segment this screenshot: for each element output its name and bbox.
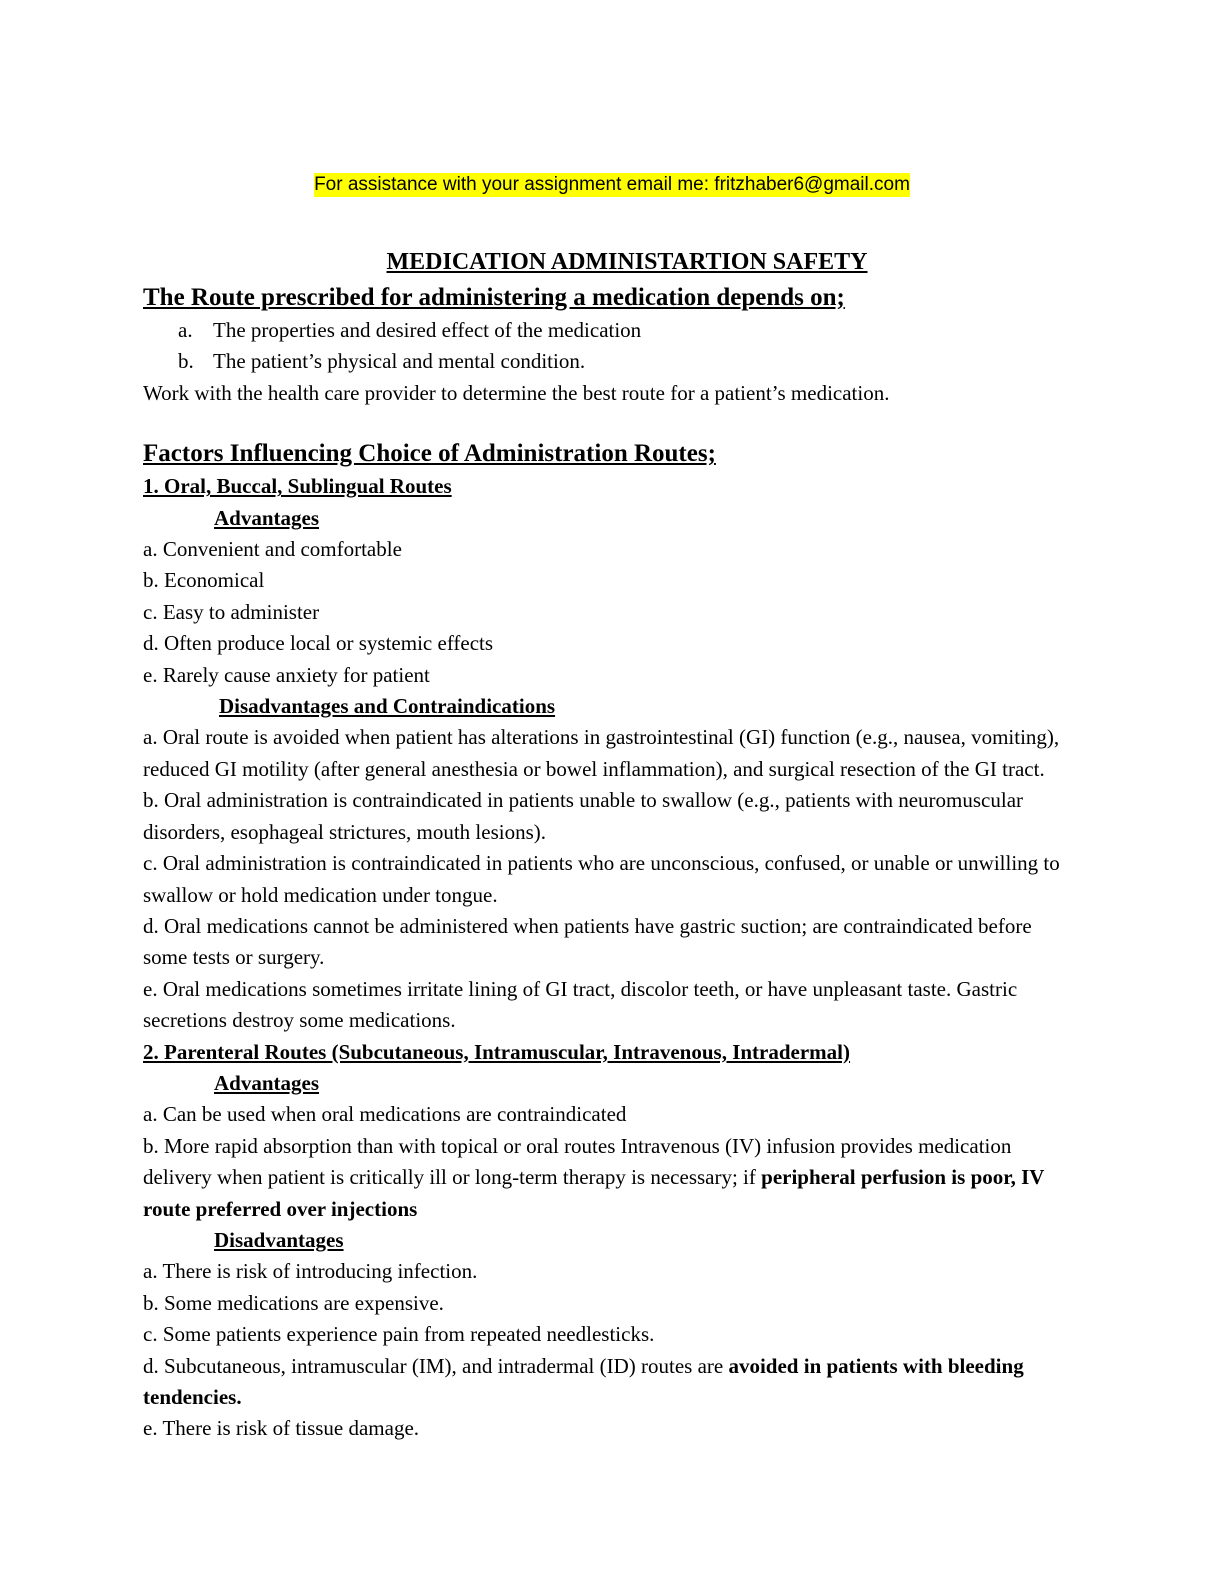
list-text: The properties and desired effect of the medication bbox=[213, 318, 642, 342]
contact-banner: For assistance with your assignment email me: fritzhaber6@gmail.com bbox=[314, 174, 910, 195]
list-item: c. Easy to administer bbox=[143, 599, 320, 624]
list-item: b. Oral administration is contraindicated in patients unable to swallow (e.g., patients with neuromuscular disorders, esophageal strictures, mouth lesions). bbox=[143, 788, 1024, 844]
list-item: d. Oral medications cannot be administered when patients have gastric suction; are contraindicated before some tests or surgery. bbox=[143, 913, 1032, 970]
list-item: a. Convenient and comfortable bbox=[143, 537, 402, 562]
section1-advantages-label: Advantages bbox=[214, 505, 320, 530]
list-item bbox=[143, 1131, 1073, 1225]
list-item: c. Some patients experience pain from repeated needlesticks. bbox=[143, 1322, 655, 1347]
route-note: Work with the health care provider to determine the best route for a patient’s medication. bbox=[143, 380, 890, 405]
list-item: a. There is risk of introducing infection. bbox=[143, 1259, 478, 1284]
list-item: b. Some medications are expensive. bbox=[143, 1290, 444, 1315]
list-item: d. Often produce local or systemic effects bbox=[143, 631, 494, 656]
list-marker: a. bbox=[178, 318, 193, 342]
list-text: b. More rapid absorption than with topical or oral routes Intravenous (IV) infusion provides medication delivery when patient is critically ill or long-term therapy is necessary; if bbox=[143, 1133, 1012, 1190]
factors-heading: Factors Influencing Choice of Administration Routes; bbox=[143, 440, 716, 468]
document-title: MEDICATION ADMINISTARTION SAFETY bbox=[386, 249, 868, 275]
list-item: e. Rarely cause anxiety for patient bbox=[143, 662, 430, 687]
list-item: a. Can be used when oral medications are contraindicated bbox=[143, 1102, 627, 1127]
section2-advantages-label: Advantages bbox=[214, 1070, 320, 1095]
route-heading: The Route prescribed for administering a medication depends on; bbox=[143, 284, 845, 311]
emphasis-text: peripheral perfusion is poor, IV route preferred over injections bbox=[143, 1165, 1045, 1221]
list-item bbox=[143, 346, 1073, 377]
route-list bbox=[143, 315, 1073, 378]
list-item: e. Oral medications sometimes irritate lining of GI tract, discolor teeth, or have unpleasant taste. Gastric secretions destroy some medications. bbox=[143, 976, 1018, 1033]
emphasis-text: avoided in patients with bleeding tendencies. bbox=[143, 1353, 1024, 1409]
banner-container bbox=[0, 173, 1224, 197]
list-marker: b. bbox=[178, 349, 194, 374]
list-item: a. Oral route is avoided when patient has alterations in gastrointestinal (GI) function (e.g., nausea, vomiting), reduced GI motility (after general anesthesia or bowel inflammation), and surgical resection of the GI tract. bbox=[143, 725, 1060, 781]
document-body bbox=[143, 246, 1073, 1445]
list-item bbox=[143, 315, 1073, 346]
section1-disadvantages-label: Disadvantages and Contraindications bbox=[219, 694, 556, 719]
list-item: b. Economical bbox=[143, 568, 265, 593]
list-item: c. Oral administration is contraindicated in patients who are unconscious, confused, or unable or unwilling to swallow or hold medication under tongue. bbox=[143, 851, 1060, 907]
list-text: d. Subcutaneous, intramuscular (IM), and intradermal (ID) routes are bbox=[143, 1353, 729, 1378]
list-text: The patient’s physical and mental condition. bbox=[213, 349, 586, 374]
section1-heading: 1. Oral, Buccal, Sublingual Routes bbox=[143, 474, 452, 499]
section2-disadvantages-label: Disadvantages bbox=[214, 1227, 344, 1252]
list-item bbox=[143, 1351, 1073, 1414]
list-item: e. There is risk of tissue damage. bbox=[143, 1416, 420, 1441]
section2-heading: 2. Parenteral Routes (Subcutaneous, Intramuscular, Intravenous, Intradermal) bbox=[143, 1039, 851, 1064]
